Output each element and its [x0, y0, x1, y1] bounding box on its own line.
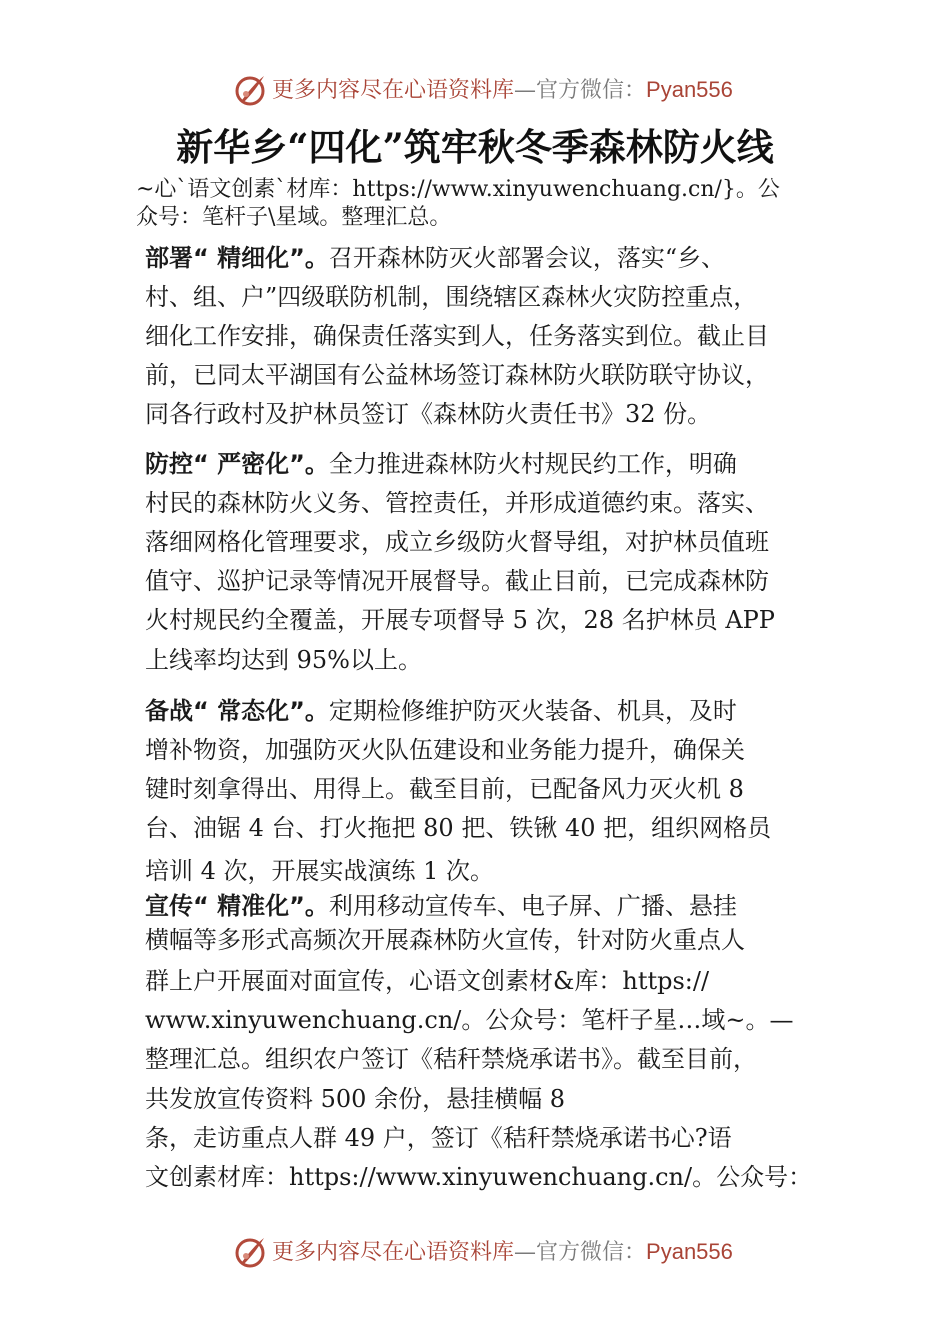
source-note-line-1: ~心`语文创素`材库：https://www.xinyuwenchuang.cn/}。公 [136, 177, 780, 202]
section-text: 同各行政村及护林员签订《森林防火责任书》32 份。 [145, 400, 712, 428]
section-text: 台、油锯 4 台、打火拖把 80 把、铁锹 40 把，组织网格员 [145, 814, 772, 842]
section-text: 定期检修维护防灭火装备、机具，及时 [328, 697, 737, 725]
section-text: 细化工作安排，确保责任落实到人，任务落实到位。截止目 [145, 322, 769, 350]
section-text: 培训 4 次，开展实战演练 1 次。 [145, 857, 495, 885]
section-text: 群上户开展面对面宣传，心语文创素材&库：https:// [145, 967, 710, 995]
section-heading: 备战“ 常态化”。 [145, 697, 329, 725]
section-text: 火村规民约全覆盖，开展专项督导 5 次，28 名护林员 APP [145, 606, 775, 634]
brush-logo-icon [232, 72, 268, 108]
footer-watermark-banner [0, 1232, 950, 1272]
section-text: 利用移动宣传车、电子屏、广播、悬挂 [328, 892, 737, 920]
section-text: 村民的森林防火义务、管控责任，并形成道德约束。落实、 [145, 489, 769, 517]
section-heading: 宣传“ 精准化”。 [145, 892, 329, 920]
section-text: 共发放宣传资料 500 余份，悬挂横幅 8 [145, 1085, 565, 1113]
section-text: 整理汇总。组织农户签订《秸秆禁烧承诺书》。截至目前， [145, 1045, 757, 1073]
watermark-text: 更多内容尽在心语资料库—官方微信：Pyan556 [272, 1239, 733, 1265]
section-text: 上线率均达到 95%以上。 [145, 646, 422, 674]
document-title: 新华乡“四化”筑牢秋冬季森林防火线 [176, 125, 774, 169]
section-text: 增补物资，加强防灭火队伍建设和业务能力提升，确保关 [145, 736, 745, 764]
section-text: 村、组、户”四级联防机制，围绕辖区森林火灾防控重点， [145, 283, 758, 311]
section-text: www.xinyuwenchuang.cn/。公众号：笔杆子星…域~。— [145, 1006, 794, 1034]
section-text: 键时刻拿得出、用得上。截至目前，已配备风力灭火机 8 [145, 775, 744, 803]
section-text: 落细网格化管理要求，成立乡级防火督导组，对护林员值班 [145, 528, 769, 556]
brush-logo-icon [232, 1234, 268, 1270]
section-text: 召开森林防灭火部署会议，落实“乡、 [328, 244, 726, 272]
section-text: 全力推进森林防火村规民约工作，明确 [328, 450, 737, 478]
section-heading: 防控“ 严密化”。 [145, 450, 329, 478]
section-heading: 部署“ 精细化”。 [145, 244, 329, 272]
header-watermark-banner [0, 70, 950, 110]
section-text: 横幅等多形式高频次开展森林防火宣传，针对防火重点人 [145, 926, 745, 954]
watermark-text: 更多内容尽在心语资料库—官方微信：Pyan556 [272, 77, 733, 103]
section-text: 值守、巡护记录等情况开展督导。截止目前，已完成森林防 [145, 567, 769, 595]
section-text: 前，已同太平湖国有公益林场签订森林防火联防联守协议， [145, 361, 769, 389]
section-text: 文创素材库：https://www.xinyuwenchuang.cn/。公众号： [145, 1163, 813, 1191]
section-text: 条，走访重点人群 49 户，签订《秸秆禁烧承诺书心?语 [145, 1124, 732, 1152]
source-note-line-2: 众号：笔杆子\星域。整理汇总。 [136, 205, 452, 230]
